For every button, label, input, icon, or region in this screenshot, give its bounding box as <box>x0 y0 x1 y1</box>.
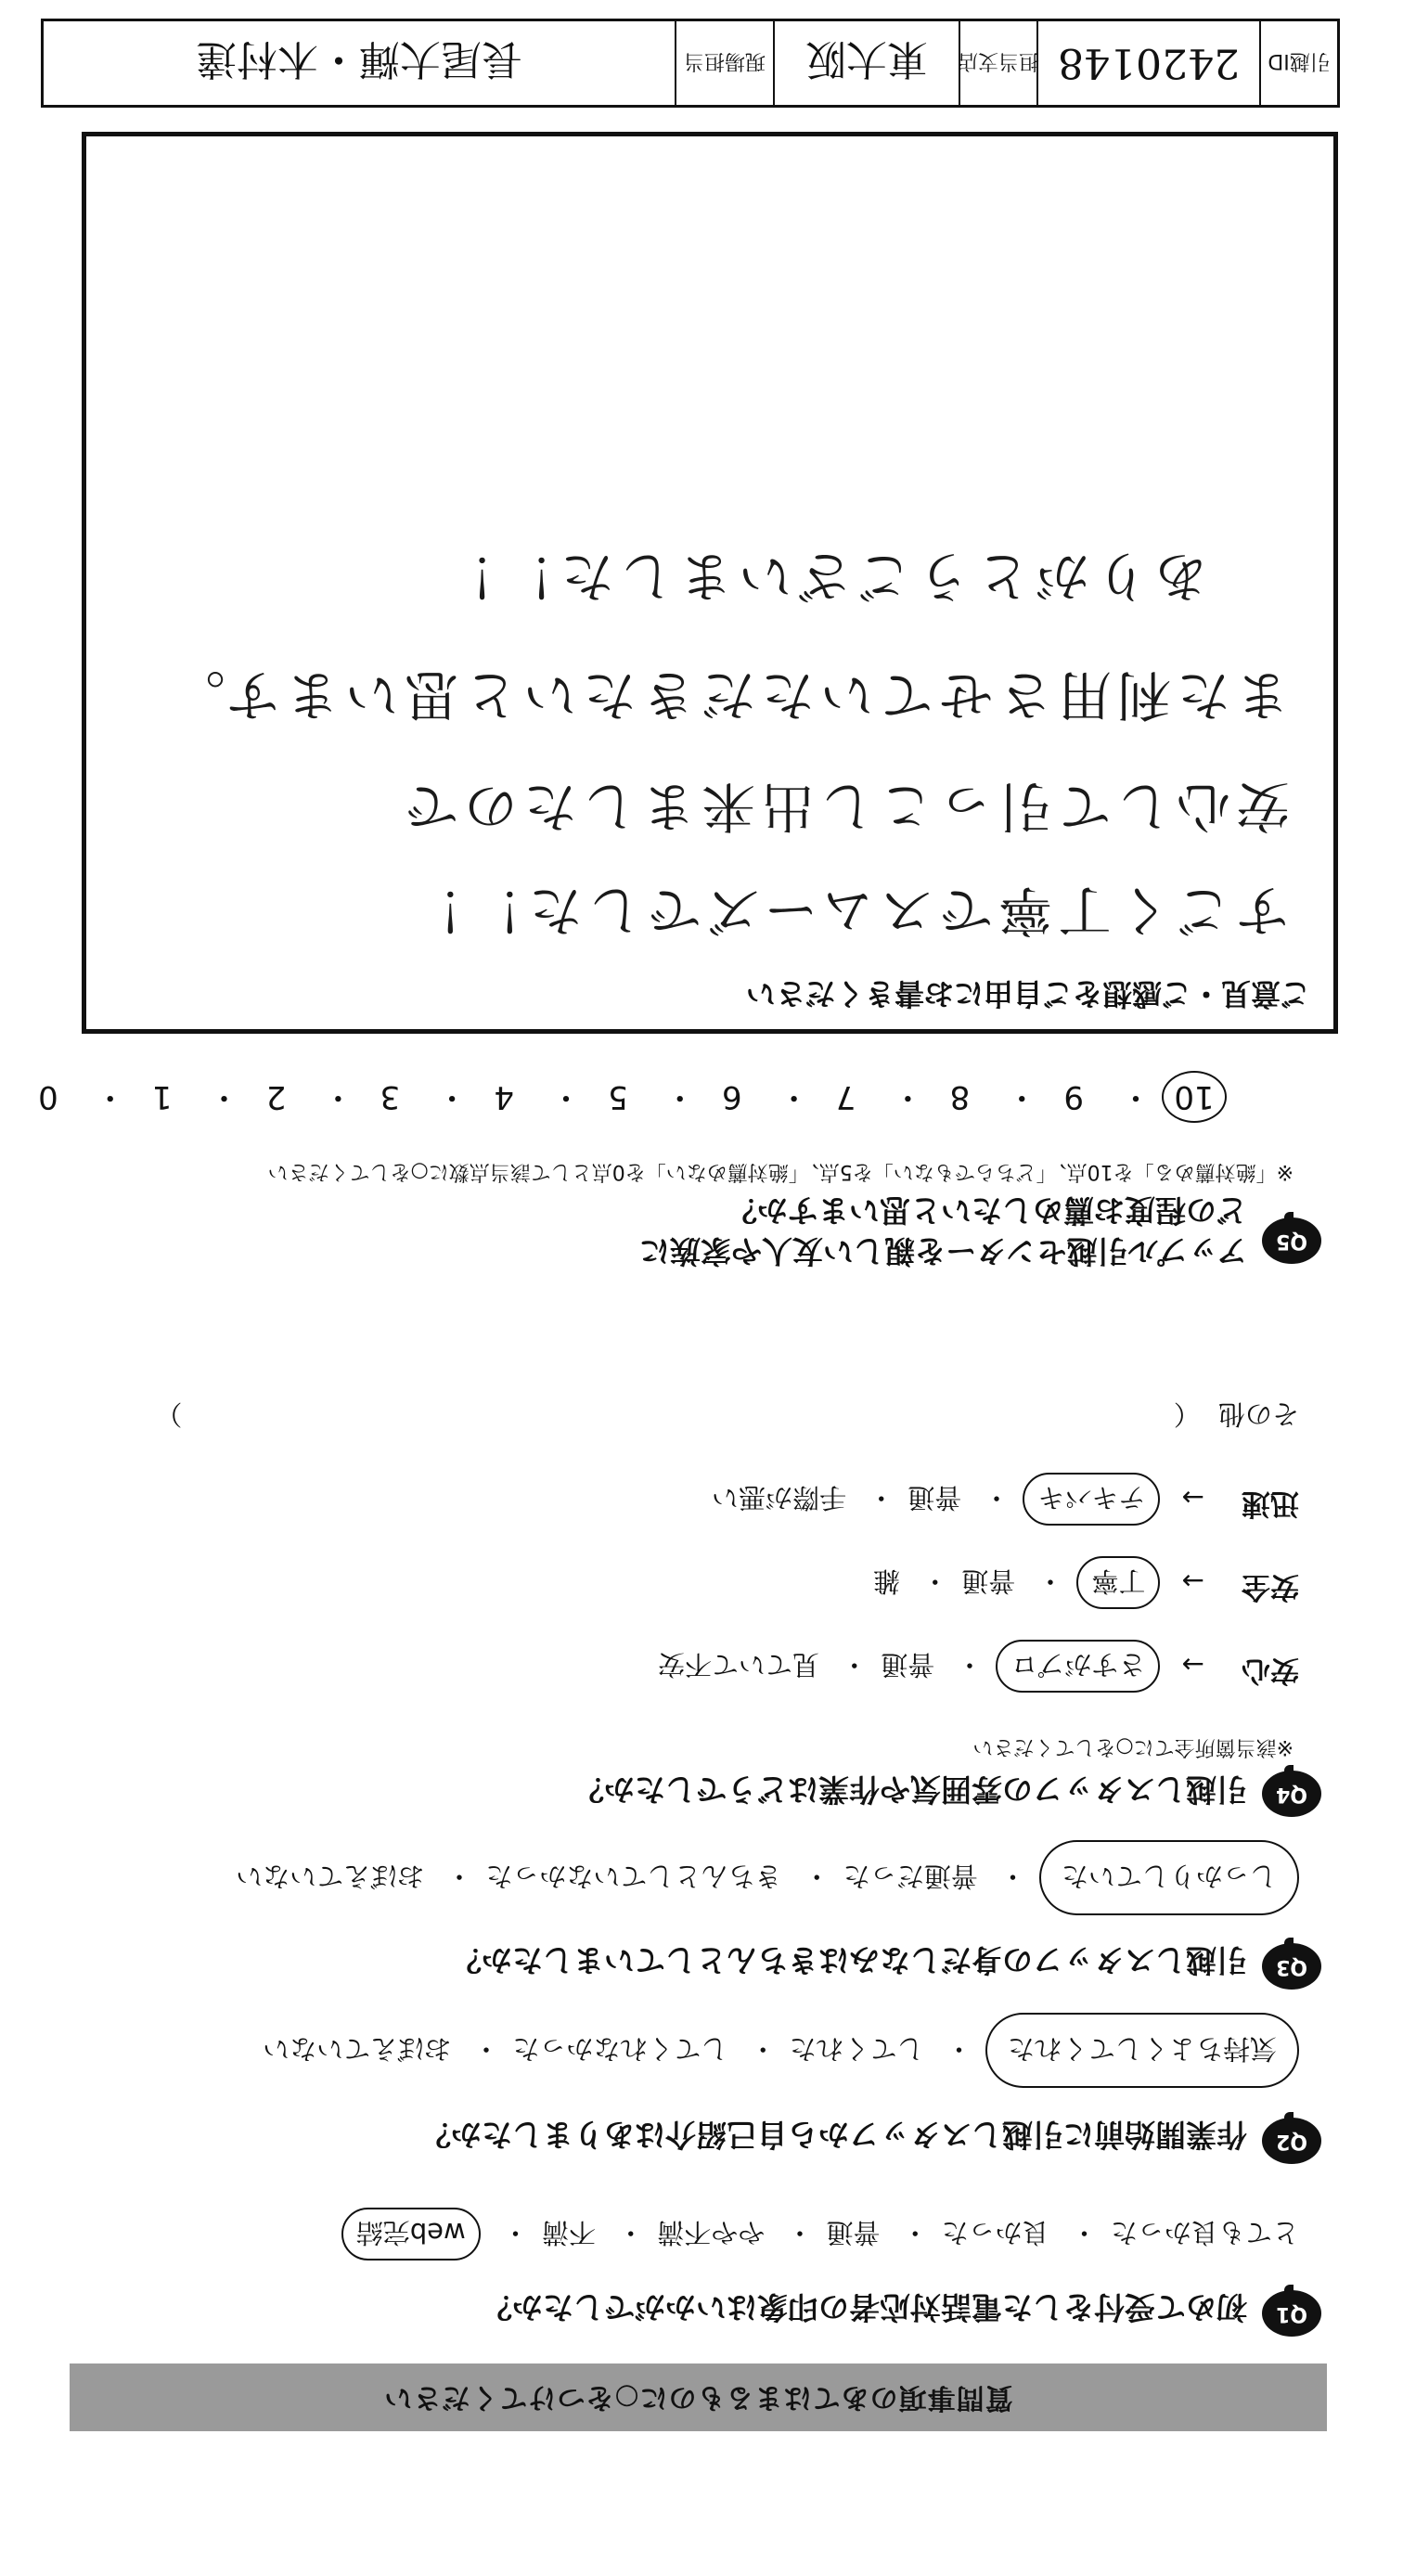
q4-option[interactable]: 見ていて不安 <box>657 1649 819 1681</box>
q1-option-selected[interactable]: web完結 <box>341 2208 481 2260</box>
q1-text: 初めて受付をした電話対応者の印象はいかがでしたか？ <box>482 2289 1247 2325</box>
q4-option-selected[interactable]: さすがプロ <box>996 1640 1160 1693</box>
q4-other: その他 （ ） <box>155 1397 1299 1435</box>
info-table <box>41 19 1340 108</box>
q4-row-label: 安心 <box>1242 1654 1299 1687</box>
q4-option[interactable]: 手際が悪い <box>711 1482 846 1513</box>
q1-option[interactable]: 良かった <box>941 2217 1049 2248</box>
q3-option-selected[interactable]: しっかりしていた <box>1039 1840 1299 1915</box>
branch-label-cell <box>957 21 1039 105</box>
q4-option[interactable]: 雑 <box>872 1565 900 1597</box>
branch-value: 東大阪 <box>805 35 928 83</box>
staff-label: 現場担当 <box>684 49 766 73</box>
id-value: 2420148 <box>1058 39 1240 87</box>
q3-option[interactable]: 普通だった <box>843 1861 978 1892</box>
staff-value: 長尾大輝・木村達 <box>196 35 522 83</box>
q2-option-selected[interactable]: 気持ちよくしてくれた <box>985 2013 1299 2088</box>
q5-score-row: 10・ 9・ 8・ 7・ 6・ 5・ 4・ 3・ 2・ 1・ 0 <box>22 1071 1227 1123</box>
q3-badge: Q3 <box>1262 1943 1321 1990</box>
q5-score[interactable]: 9 <box>1063 1078 1085 1115</box>
q4-row-label: 迅速 <box>1242 1487 1299 1520</box>
q1-option[interactable]: やや不満 <box>657 2217 766 2248</box>
q2-options: 気持ちよくしてくれた・ してくれた・ してくれなかった・ おぼえていない <box>263 2013 1299 2088</box>
comment-line: また利用させていただきたいと思います。 <box>165 663 1290 727</box>
q2-text: 作業開始前に引越しスタッフから自己紹介はありましたか？ <box>420 2117 1247 2153</box>
staff-value-cell[interactable] <box>44 21 675 105</box>
q5-text-line2: どの程度お薦めしたいと思いますか？ <box>727 1192 1247 1229</box>
q4-row-anzen: → 丁寧・ 普通・ 雑 <box>873 1556 1217 1609</box>
q3-options: しっかりしていた・ 普通だった・ きちんとしていなかった・ おぼえていない <box>236 1840 1299 1915</box>
branch-value-cell[interactable] <box>773 21 959 105</box>
comment-line: 安心して引っこし出来ましたので <box>398 775 1290 838</box>
q5-score[interactable]: 0 <box>38 1078 58 1115</box>
id-value-cell[interactable] <box>1036 21 1259 105</box>
q3-option[interactable]: おぼえていない <box>236 1861 425 1892</box>
survey-instruction: 質問事項のあてはまるものに○をつけてください <box>383 2381 1013 2414</box>
q2-option[interactable]: してくれた <box>789 2033 924 2065</box>
q4-option[interactable]: 普通 <box>881 1649 935 1681</box>
comment-line: すごく丁寧でスムーズでした！！ <box>404 879 1290 942</box>
comment-line: ありがとうございました！！ <box>435 545 1208 608</box>
q4-option[interactable]: 普通 <box>961 1565 1016 1597</box>
q3-text: 引越しスタッフの身だしなみはきちんとしていましたか？ <box>451 1942 1247 1978</box>
id-label: 引越ID <box>1268 49 1331 73</box>
q2-option[interactable]: してくれなかった <box>512 2033 728 2065</box>
q4-text: 引越しスタッフの雰囲気や作業はどうでしたか？ <box>573 1771 1247 1808</box>
q5-score[interactable]: 7 <box>835 1078 856 1115</box>
q5-score[interactable]: 4 <box>494 1078 514 1115</box>
q1-option[interactable]: とても良かった <box>1110 2217 1299 2248</box>
q4-other-label: その他 <box>1217 1398 1299 1430</box>
q4-option-selected[interactable]: テキパキ <box>1023 1473 1160 1526</box>
q4-option[interactable]: 普通 <box>907 1482 962 1513</box>
q1-option[interactable]: 不満 <box>541 2217 596 2248</box>
q2-option[interactable]: おぼえていない <box>263 2033 452 2065</box>
q4-row-jinsoku: → テキパキ・ 普通・ 手際が悪い <box>712 1473 1217 1526</box>
branch-label: 担当支店 <box>957 49 1039 73</box>
q4-row-anshin: → さすがプロ・ 普通・ 見ていて不安 <box>658 1640 1217 1693</box>
q2-badge: Q2 <box>1262 2118 1321 2164</box>
q5-score[interactable]: 3 <box>380 1078 401 1115</box>
q5-score-selected[interactable]: 10 <box>1162 1071 1227 1123</box>
q5-score[interactable]: 5 <box>608 1078 628 1115</box>
q4-option-selected[interactable]: 丁寧 <box>1076 1556 1160 1609</box>
q5-badge: Q5 <box>1262 1217 1321 1264</box>
q5-score[interactable]: 8 <box>949 1078 971 1115</box>
staff-label-cell <box>675 21 773 105</box>
q1-option[interactable]: 普通 <box>826 2217 881 2248</box>
q5-note: ※「絶対薦める」を10点、「どちらでもない」を5点、「絶対薦めない」を0点として該当点数に○をしてください <box>267 1160 1294 1183</box>
q4-badge: Q4 <box>1262 1771 1321 1817</box>
q5-text-line1: アップル引越センターを親しい友人や家族に <box>638 1233 1247 1269</box>
q5-score[interactable]: 1 <box>151 1078 173 1115</box>
q5-score[interactable]: 6 <box>721 1078 742 1115</box>
comment-title: ご意見・ご感想をご自由にお書きください <box>745 976 1310 1011</box>
q4-note: ※該当箇所全てに○をしてください <box>972 1735 1294 1758</box>
q1-options: とても良かった・ 良かった・ 普通・ やや不満・ 不満・ web完結 <box>341 2208 1299 2260</box>
q1-badge: Q1 <box>1262 2290 1321 2337</box>
id-label-cell <box>1259 21 1337 105</box>
q5-score[interactable]: 2 <box>265 1078 287 1115</box>
q3-option[interactable]: きちんとしていなかった <box>485 1861 782 1892</box>
q4-row-label: 安全 <box>1242 1570 1299 1604</box>
